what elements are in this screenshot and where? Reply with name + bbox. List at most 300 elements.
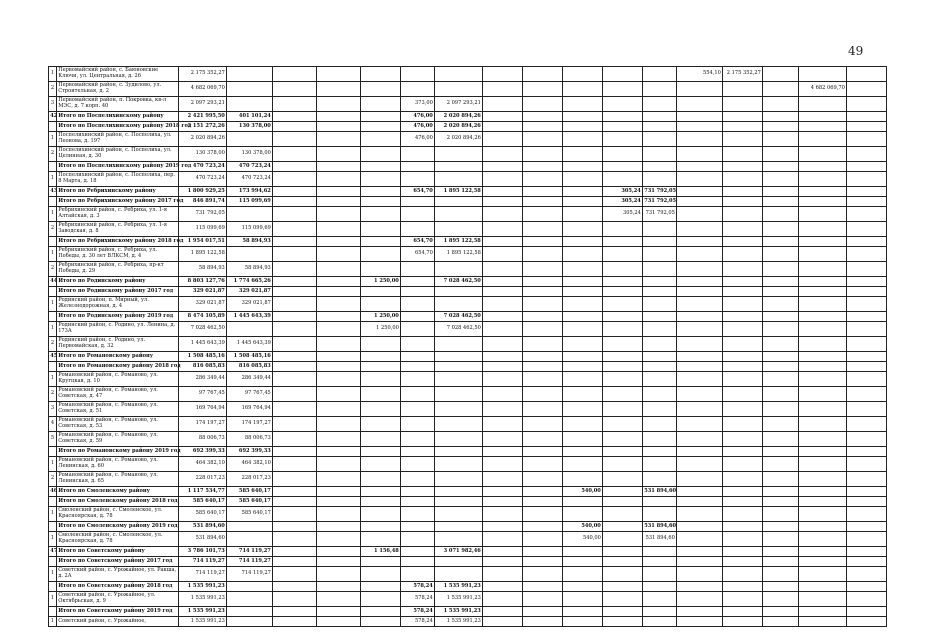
- value-cell: [643, 297, 677, 312]
- value-cell: [523, 592, 563, 607]
- value-cell: [799, 522, 847, 532]
- row-index-cell: 47: [49, 547, 57, 557]
- value-cell: [603, 372, 643, 387]
- value-cell: [361, 97, 401, 112]
- value-cell: [603, 497, 643, 507]
- value-cell: [523, 207, 563, 222]
- total-row: [49, 122, 929, 132]
- value-cell: [763, 607, 799, 617]
- value-cell: [643, 362, 677, 372]
- value-cell: [317, 522, 361, 532]
- value-cell: [563, 582, 603, 592]
- value-cell: [563, 197, 603, 207]
- data-table-sheet: [48, 66, 868, 624]
- value-cell: [763, 112, 799, 122]
- empty-cell: [847, 97, 887, 112]
- value-cell: [603, 582, 643, 592]
- total-row: [49, 197, 929, 207]
- value-cell: [483, 432, 523, 447]
- value-cell: [763, 417, 799, 432]
- value-cell: [273, 532, 317, 547]
- value-cell: 7 028 462,50: [435, 277, 483, 287]
- value-cell: [273, 207, 317, 222]
- value-cell: [483, 222, 523, 237]
- value-cell: 7 028 462,50: [435, 312, 483, 322]
- value-cell: [523, 82, 563, 97]
- value-cell: [483, 247, 523, 262]
- address-cell: Романовский район, с. Романово, ул. Советская, д. 53: [57, 417, 179, 432]
- address-cell: Итого по Поспелихинскому району 2019 год: [57, 162, 179, 172]
- empty-cell: [847, 522, 887, 532]
- value-cell: [763, 162, 799, 172]
- value-cell: [763, 187, 799, 197]
- value-cell: [723, 112, 763, 122]
- value-cell: [435, 507, 483, 522]
- total-cost-cell: 130 378,00: [179, 147, 227, 162]
- value-cell: [483, 277, 523, 287]
- address-cell: Романовский район, с. Романово, ул. Советская, д. 51: [57, 402, 179, 417]
- value-cell: [523, 132, 563, 147]
- row-index-cell: [49, 582, 57, 592]
- value-cell: [227, 82, 273, 97]
- value-cell: [361, 567, 401, 582]
- row-index-cell: 1: [49, 567, 57, 582]
- address-cell: Итого по Советскому району 2018 год: [57, 582, 179, 592]
- value-cell: [643, 417, 677, 432]
- address-cell: Романовский район, с. Романово, ул. Ленинская, д. 60: [57, 457, 179, 472]
- value-cell: [523, 402, 563, 417]
- value-cell: [677, 197, 723, 207]
- value-cell: [361, 532, 401, 547]
- value-cell: [361, 287, 401, 297]
- value-cell: [483, 447, 523, 457]
- value-cell: [723, 162, 763, 172]
- value-cell: [401, 207, 435, 222]
- value-cell: [317, 312, 361, 322]
- empty-cell: [847, 557, 887, 567]
- value-cell: [317, 262, 361, 277]
- value-cell: [435, 457, 483, 472]
- value-cell: [523, 472, 563, 487]
- value-cell: [563, 322, 603, 337]
- value-cell: [723, 187, 763, 197]
- value-cell: [401, 197, 435, 207]
- empty-cell: [847, 387, 887, 402]
- total-cost-cell: 88 006,73: [179, 432, 227, 447]
- value-cell: [603, 132, 643, 147]
- value-cell: [563, 372, 603, 387]
- value-cell: [483, 352, 523, 362]
- value-cell: [227, 322, 273, 337]
- empty-cell: [847, 297, 887, 312]
- value-cell: [401, 522, 435, 532]
- value-cell: 470 723,24: [227, 162, 273, 172]
- value-cell: [361, 207, 401, 222]
- value-cell: [723, 507, 763, 522]
- value-cell: 2 175 352,27: [723, 67, 763, 82]
- value-cell: [563, 297, 603, 312]
- address-cell: Итого по Поспелихинскому району 2018 год: [57, 122, 179, 132]
- value-cell: [273, 262, 317, 277]
- value-cell: [317, 297, 361, 312]
- value-cell: [603, 607, 643, 617]
- total-cost-cell: 8 474 105,89: [179, 312, 227, 322]
- value-cell: [799, 297, 847, 312]
- value-cell: [401, 277, 435, 287]
- value-cell: [603, 287, 643, 297]
- value-cell: [799, 187, 847, 197]
- value-cell: [677, 362, 723, 372]
- value-cell: [273, 457, 317, 472]
- value-cell: [723, 207, 763, 222]
- value-cell: [435, 82, 483, 97]
- total-row: [49, 547, 929, 557]
- address-cell: Родинский район, с. Родино, ул. Первомайская, д. 32: [57, 337, 179, 352]
- value-cell: [763, 487, 799, 497]
- row-index-cell: 2: [49, 147, 57, 162]
- value-cell: [273, 222, 317, 237]
- value-cell: 1 250,00: [361, 322, 401, 337]
- value-cell: [523, 312, 563, 322]
- value-cell: [563, 187, 603, 197]
- value-cell: [643, 607, 677, 617]
- value-cell: [523, 532, 563, 547]
- value-cell: 692 399,33: [227, 447, 273, 457]
- value-cell: [317, 82, 361, 97]
- value-cell: 531 894,60: [643, 532, 677, 547]
- value-cell: 305,24: [603, 187, 643, 197]
- value-cell: [563, 592, 603, 607]
- value-cell: 115 099,69: [227, 222, 273, 237]
- value-cell: [763, 222, 799, 237]
- value-cell: [435, 372, 483, 387]
- value-cell: 286 349,44: [227, 372, 273, 387]
- value-cell: [361, 592, 401, 607]
- value-cell: [401, 337, 435, 352]
- value-cell: [523, 237, 563, 247]
- value-cell: 531 894,60: [643, 522, 677, 532]
- address-cell: Итого по Родинскому району 2019 год: [57, 312, 179, 322]
- value-cell: [603, 387, 643, 402]
- value-cell: [723, 582, 763, 592]
- row-index-cell: 45: [49, 352, 57, 362]
- value-cell: [643, 247, 677, 262]
- value-cell: [723, 532, 763, 547]
- table-row: [49, 322, 929, 337]
- value-cell: [677, 372, 723, 387]
- value-cell: [799, 97, 847, 112]
- value-cell: [401, 67, 435, 82]
- value-cell: [361, 432, 401, 447]
- value-cell: [435, 472, 483, 487]
- value-cell: [361, 362, 401, 372]
- value-cell: [227, 207, 273, 222]
- total-row: [49, 162, 929, 172]
- value-cell: 1 508 485,16: [227, 352, 273, 362]
- value-cell: 228 017,23: [227, 472, 273, 487]
- value-cell: [483, 207, 523, 222]
- value-cell: [563, 547, 603, 557]
- value-cell: [401, 402, 435, 417]
- value-cell: [643, 277, 677, 287]
- value-cell: [317, 337, 361, 352]
- value-cell: 1 156,48: [361, 547, 401, 557]
- value-cell: [361, 617, 401, 627]
- total-cost-cell: 329 021,87: [179, 297, 227, 312]
- value-cell: [401, 287, 435, 297]
- address-cell: Первомайский район, с. Баюновские Ключи, ул. Центральная, д. 26: [57, 67, 179, 82]
- value-cell: [763, 387, 799, 402]
- value-cell: [677, 507, 723, 522]
- empty-cell: [847, 362, 887, 372]
- value-cell: [723, 432, 763, 447]
- value-cell: [723, 497, 763, 507]
- value-cell: [677, 112, 723, 122]
- value-cell: [317, 387, 361, 402]
- value-cell: [483, 82, 523, 97]
- value-cell: [523, 187, 563, 197]
- empty-cell: [847, 132, 887, 147]
- value-cell: [401, 222, 435, 237]
- empty-cell: [847, 432, 887, 447]
- value-cell: [763, 262, 799, 277]
- value-cell: [563, 82, 603, 97]
- value-cell: [317, 172, 361, 187]
- value-cell: [603, 247, 643, 262]
- value-cell: [763, 547, 799, 557]
- value-cell: [227, 582, 273, 592]
- value-cell: [799, 122, 847, 132]
- value-cell: [523, 387, 563, 402]
- total-row: [49, 557, 929, 567]
- value-cell: [563, 222, 603, 237]
- empty-cell: [847, 277, 887, 287]
- empty-cell: [847, 402, 887, 417]
- address-cell: Итого по Ребрихинскому району 2017 год: [57, 197, 179, 207]
- empty-cell: [847, 507, 887, 522]
- value-cell: [723, 457, 763, 472]
- value-cell: [677, 557, 723, 567]
- table-row: [49, 457, 929, 472]
- address-cell: Итого по Поспелихинскому району: [57, 112, 179, 122]
- value-cell: [273, 417, 317, 432]
- value-cell: [483, 312, 523, 322]
- value-cell: [435, 497, 483, 507]
- value-cell: 540,00: [563, 532, 603, 547]
- value-cell: [523, 447, 563, 457]
- total-cost-cell: 329 021,87: [179, 287, 227, 297]
- value-cell: [435, 522, 483, 532]
- row-index-cell: [49, 557, 57, 567]
- value-cell: [227, 522, 273, 532]
- value-cell: [563, 237, 603, 247]
- row-index-cell: 2: [49, 222, 57, 237]
- value-cell: [723, 387, 763, 402]
- value-cell: [799, 322, 847, 337]
- empty-cell: [847, 417, 887, 432]
- value-cell: [563, 287, 603, 297]
- value-cell: 1 774 665,26: [227, 277, 273, 287]
- value-cell: [401, 82, 435, 97]
- value-cell: [603, 122, 643, 132]
- address-cell: Советский район, с. Урожайное, ул. Ракша, д. 2А: [57, 567, 179, 582]
- value-cell: [563, 132, 603, 147]
- value-cell: [401, 172, 435, 187]
- address-cell: Ребрихинский район, с. Ребриха, ул. 1-я Алтайская, д. 3: [57, 207, 179, 222]
- value-cell: [603, 312, 643, 322]
- value-cell: [643, 287, 677, 297]
- total-cost-cell: 2 097 293,21: [179, 97, 227, 112]
- value-cell: [643, 387, 677, 402]
- value-cell: [273, 147, 317, 162]
- value-cell: 1 535 991,23: [435, 617, 483, 627]
- value-cell: [677, 97, 723, 112]
- value-cell: [563, 147, 603, 162]
- value-cell: [317, 507, 361, 522]
- value-cell: [273, 132, 317, 147]
- value-cell: [643, 592, 677, 607]
- value-cell: [643, 432, 677, 447]
- value-cell: [643, 617, 677, 627]
- value-cell: [677, 122, 723, 132]
- empty-cell: [847, 497, 887, 507]
- value-cell: [483, 547, 523, 557]
- value-cell: [523, 352, 563, 362]
- total-row: [49, 287, 929, 297]
- total-row: [49, 187, 929, 197]
- value-cell: [273, 507, 317, 522]
- value-cell: [677, 132, 723, 147]
- value-cell: 305,24: [603, 207, 643, 222]
- value-cell: [361, 497, 401, 507]
- value-cell: [563, 567, 603, 582]
- value-cell: [523, 172, 563, 187]
- value-cell: [401, 447, 435, 457]
- empty-cell: [847, 592, 887, 607]
- value-cell: [227, 592, 273, 607]
- value-cell: [563, 277, 603, 287]
- value-cell: [361, 112, 401, 122]
- value-cell: [435, 417, 483, 432]
- value-cell: [603, 567, 643, 582]
- value-cell: [799, 247, 847, 262]
- value-cell: [483, 507, 523, 522]
- total-cost-cell: 585 640,17: [179, 497, 227, 507]
- value-cell: [317, 122, 361, 132]
- value-cell: [483, 97, 523, 112]
- value-cell: [523, 247, 563, 262]
- value-cell: [677, 297, 723, 312]
- value-cell: [273, 557, 317, 567]
- total-cost-cell: 97 767,45: [179, 387, 227, 402]
- value-cell: [763, 247, 799, 262]
- value-cell: [563, 97, 603, 112]
- value-cell: [723, 417, 763, 432]
- value-cell: [723, 132, 763, 147]
- total-cost-cell: 470 723,24: [179, 172, 227, 187]
- value-cell: [563, 417, 603, 432]
- value-cell: [763, 402, 799, 417]
- value-cell: [723, 247, 763, 262]
- value-cell: [317, 497, 361, 507]
- value-cell: [603, 322, 643, 337]
- value-cell: [763, 287, 799, 297]
- empty-cell: [847, 447, 887, 457]
- value-cell: [317, 417, 361, 432]
- row-index-cell: [49, 237, 57, 247]
- row-index-cell: [49, 197, 57, 207]
- value-cell: [563, 432, 603, 447]
- value-cell: [361, 372, 401, 387]
- table-row: [49, 172, 929, 187]
- value-cell: [435, 337, 483, 352]
- value-cell: [273, 187, 317, 197]
- value-cell: [273, 547, 317, 557]
- total-cost-cell: 692 399,33: [179, 447, 227, 457]
- value-cell: [677, 162, 723, 172]
- empty-cell: [847, 247, 887, 262]
- value-cell: [523, 147, 563, 162]
- value-cell: [227, 532, 273, 547]
- value-cell: [227, 67, 273, 82]
- value-cell: [799, 617, 847, 627]
- table-row: [49, 67, 929, 82]
- total-cost-cell: 58 894,93: [179, 262, 227, 277]
- value-cell: [763, 82, 799, 97]
- table-row: [49, 222, 929, 237]
- table-row: [49, 337, 929, 352]
- empty-cell: [847, 112, 887, 122]
- value-cell: [763, 207, 799, 222]
- row-index-cell: [49, 497, 57, 507]
- value-cell: [317, 362, 361, 372]
- value-cell: 88 006,73: [227, 432, 273, 447]
- value-cell: 58 894,93: [227, 237, 273, 247]
- table-row: [49, 387, 929, 402]
- value-cell: [563, 112, 603, 122]
- value-cell: 2 020 894,26: [435, 112, 483, 122]
- value-cell: [523, 417, 563, 432]
- total-row: [49, 312, 929, 322]
- value-cell: [799, 112, 847, 122]
- value-cell: [677, 172, 723, 187]
- value-cell: [563, 207, 603, 222]
- total-cost-cell: 1 117 534,77: [179, 487, 227, 497]
- value-cell: [401, 162, 435, 172]
- value-cell: [603, 337, 643, 352]
- value-cell: [317, 617, 361, 627]
- value-cell: [401, 372, 435, 387]
- value-cell: [361, 337, 401, 352]
- value-cell: [563, 312, 603, 322]
- value-cell: [317, 112, 361, 122]
- value-cell: [317, 582, 361, 592]
- value-cell: [643, 557, 677, 567]
- value-cell: [603, 507, 643, 522]
- value-cell: [643, 262, 677, 277]
- value-cell: [317, 67, 361, 82]
- empty-cell: [847, 262, 887, 277]
- value-cell: [677, 82, 723, 97]
- value-cell: [435, 147, 483, 162]
- total-row: [49, 237, 929, 247]
- value-cell: [723, 82, 763, 97]
- value-cell: [361, 187, 401, 197]
- value-cell: 3 071 982,46: [435, 547, 483, 557]
- value-cell: [677, 322, 723, 337]
- value-cell: [273, 372, 317, 387]
- value-cell: [273, 322, 317, 337]
